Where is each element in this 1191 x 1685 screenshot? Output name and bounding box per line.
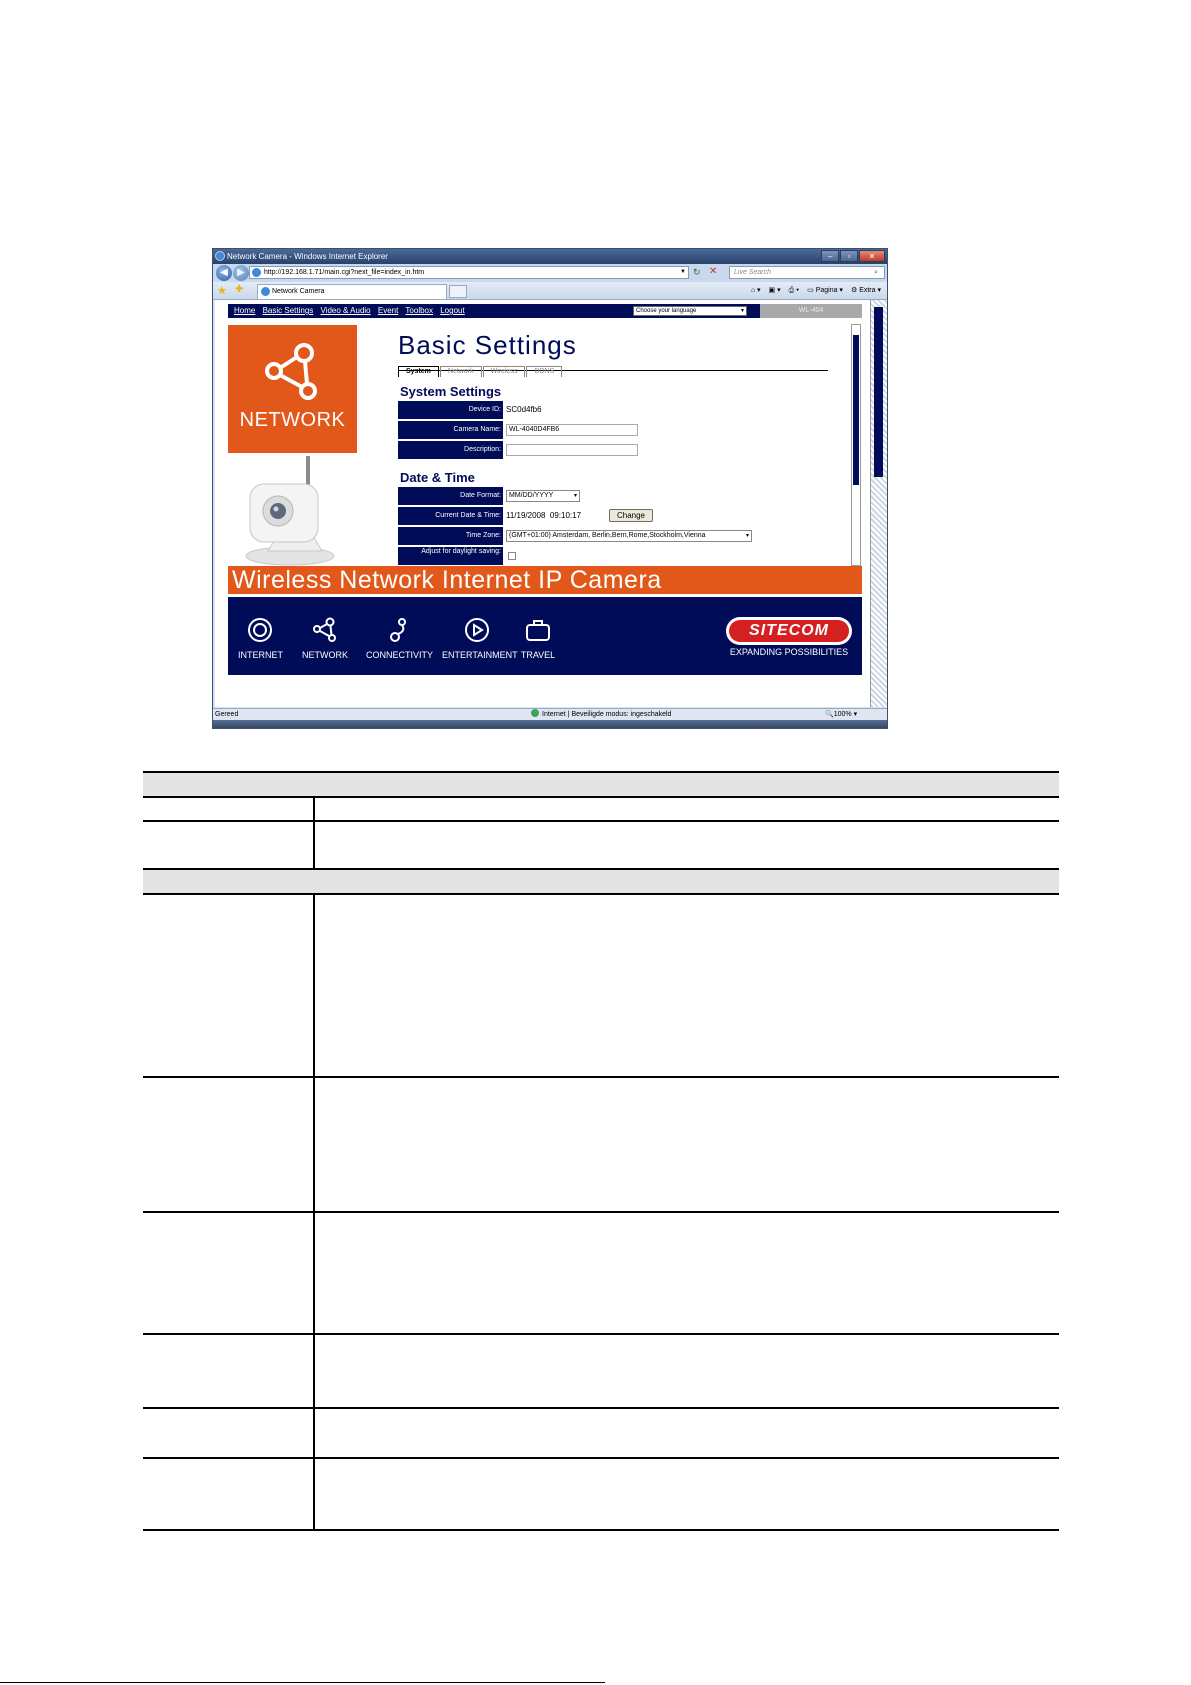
- footer-connectivity-label: CONNECTIVITY: [366, 650, 434, 660]
- feeds-icon[interactable]: ▣ ▾: [768, 287, 781, 294]
- minimize-button[interactable]: –: [821, 250, 839, 262]
- favorites-star-icon[interactable]: ★: [217, 285, 227, 297]
- browser-scroll-thumb[interactable]: [874, 307, 883, 477]
- tab-network[interactable]: Network: [440, 366, 482, 377]
- tab-bar: [213, 282, 887, 300]
- device-id-label: Device ID:: [398, 401, 503, 419]
- table-row: [143, 1458, 1059, 1530]
- window-titlebar: [213, 249, 887, 264]
- ip-camera-image: [228, 456, 357, 566]
- footer-internet[interactable]: [238, 617, 282, 660]
- time-zone-label: Time Zone:: [398, 527, 503, 545]
- menu-basic-settings[interactable]: Basic Settings: [262, 306, 314, 315]
- section-tile-network: [228, 325, 357, 453]
- play-icon: [464, 617, 490, 643]
- search-input[interactable]: [729, 266, 885, 279]
- tools-menu-label: Extra: [859, 287, 876, 294]
- tools-menu[interactable]: ⚙ Extra ▾: [850, 287, 881, 294]
- zoom-value: 100%: [833, 711, 852, 718]
- sitecom-logo-text: SITECOM: [729, 620, 849, 642]
- footer-network-label: NETWORK: [302, 650, 348, 660]
- model-badge: WL-404: [760, 304, 862, 318]
- content-scrollbar[interactable]: [851, 324, 861, 566]
- network-icon: [312, 617, 338, 643]
- address-bar-row: [213, 264, 887, 282]
- date-time-heading: Date & Time: [400, 470, 475, 485]
- table-header-row: [143, 772, 1059, 797]
- command-bar: [751, 284, 881, 297]
- zoom-level[interactable]: 🔍100% ▾: [825, 711, 858, 718]
- back-arrow-icon[interactable]: ◀: [216, 265, 232, 281]
- menu-home[interactable]: Home: [234, 306, 256, 315]
- tab-ddns[interactable]: DDNS: [526, 366, 562, 377]
- settings-description-table: [143, 771, 1059, 1531]
- page-menu-label: Pagina: [815, 287, 838, 294]
- footer-entertainment[interactable]: [442, 617, 518, 660]
- chevron-down-icon: ▾: [740, 308, 744, 314]
- tab-wireless[interactable]: Wireless: [483, 366, 526, 377]
- camera-name-label: Camera Name:: [398, 421, 503, 439]
- camera-name-input[interactable]: WL-4040D4FB6: [506, 424, 638, 436]
- table-row: [143, 1212, 1059, 1334]
- internet-icon: [247, 617, 273, 643]
- table-header-row: [143, 869, 1059, 894]
- ie-logo-icon: [215, 251, 225, 261]
- connectivity-icon: [386, 617, 412, 643]
- table-row: [143, 1334, 1059, 1408]
- maximize-button[interactable]: ▫: [840, 250, 858, 262]
- menu-logout[interactable]: Logout: [440, 306, 465, 315]
- page-menu[interactable]: ▭ Pagina ▾: [807, 287, 843, 294]
- footer-network[interactable]: [300, 617, 350, 660]
- address-text: http://192.168.1.71/main.cgi?next_file=index_in.htm: [264, 269, 425, 276]
- sitecom-logo: [726, 617, 852, 645]
- new-tab-button[interactable]: [449, 285, 467, 298]
- description-label: Description:: [398, 441, 503, 459]
- suitcase-icon: [525, 617, 551, 643]
- home-icon[interactable]: ⌂ ▾: [750, 287, 761, 294]
- footer-nav: [228, 597, 862, 675]
- date-format-value: MM/DD/YYYY: [509, 492, 554, 499]
- browser-scrollbar[interactable]: [870, 300, 888, 707]
- network-icon: [262, 341, 324, 401]
- footer-entertainment-label: ENTERTAINMENT: [442, 650, 518, 660]
- forward-arrow-icon[interactable]: ▶: [233, 265, 249, 281]
- menu-event[interactable]: Event: [377, 306, 399, 315]
- language-select[interactable]: [633, 306, 747, 316]
- browser-window: [212, 248, 888, 729]
- description-input[interactable]: [506, 444, 638, 456]
- windows-taskbar: [213, 720, 887, 729]
- search-icon[interactable]: ⌕: [874, 269, 878, 276]
- date-format-label: Date Format:: [398, 487, 503, 505]
- current-datetime-value: 11/19/2008 09:10:17: [506, 511, 582, 520]
- page-icon: [252, 268, 261, 277]
- status-text: Gereed: [215, 711, 239, 718]
- menu-video-audio[interactable]: Video & Audio: [320, 306, 371, 315]
- product-banner: Wireless Network Internet IP Camera: [228, 566, 862, 594]
- chevron-down-icon: ▾: [745, 533, 749, 539]
- dst-label: Adjust for daylight saving:: [398, 547, 503, 565]
- date-format-select[interactable]: [506, 490, 580, 502]
- table-row: [143, 797, 1059, 821]
- address-input[interactable]: [249, 266, 689, 279]
- footer-connectivity[interactable]: [366, 617, 432, 660]
- dst-checkbox[interactable]: [508, 552, 516, 560]
- add-favorites-icon[interactable]: ✚: [235, 284, 244, 295]
- scroll-thumb[interactable]: [853, 335, 859, 485]
- table-row: [143, 821, 1059, 869]
- camera-web-page: [215, 300, 870, 707]
- stop-icon[interactable]: ✕: [709, 266, 718, 277]
- security-zone-text: Internet | Beveiligde modus: ingeschakeld: [542, 711, 672, 718]
- change-datetime-button[interactable]: Change: [609, 509, 653, 522]
- table-row: [143, 1077, 1059, 1212]
- tab-system[interactable]: System: [398, 366, 439, 377]
- top-menu: [228, 304, 862, 318]
- window-title: Network Camera - Windows Internet Explorer: [227, 252, 388, 261]
- menu-toolbox[interactable]: Toolbox: [405, 306, 433, 315]
- chevron-down-icon: ▾: [573, 493, 577, 499]
- table-row: [143, 894, 1059, 1077]
- tab-label: Network Camera: [272, 288, 325, 295]
- system-settings-heading: System Settings: [400, 384, 502, 399]
- sitecom-tagline: EXPANDING POSSIBILITIES: [729, 647, 849, 657]
- page-title: Basic Settings: [398, 330, 577, 360]
- footer-internet-label: INTERNET: [238, 650, 283, 660]
- time-zone-value: (GMT+01:00) Amsterdam, Berlin,Bern,Rome,Stockholm,Vienna: [509, 532, 706, 539]
- refresh-icon[interactable]: ↻: [693, 267, 701, 277]
- section-tile-label: NETWORK: [239, 409, 346, 431]
- page-footer-rule: [0, 1682, 605, 1683]
- close-button[interactable]: ✕: [859, 250, 885, 262]
- print-icon[interactable]: ⎙ ▾: [788, 287, 800, 294]
- footer-travel[interactable]: [518, 617, 558, 660]
- time-zone-select[interactable]: [506, 530, 752, 542]
- table-row: [143, 1408, 1059, 1458]
- language-select-value: Choose your language: [636, 308, 697, 314]
- search-placeholder: Live Search: [734, 269, 771, 276]
- tab-page-icon: [261, 287, 270, 296]
- settings-tabs: [398, 360, 828, 375]
- current-datetime-label: Current Date & Time:: [398, 507, 503, 525]
- browser-tab[interactable]: [257, 284, 447, 299]
- device-id-value: SC0d4fb6: [506, 405, 542, 414]
- footer-travel-label: TRAVEL: [520, 650, 556, 660]
- globe-icon: [531, 709, 539, 717]
- address-dropdown-icon[interactable]: ▼: [680, 269, 686, 275]
